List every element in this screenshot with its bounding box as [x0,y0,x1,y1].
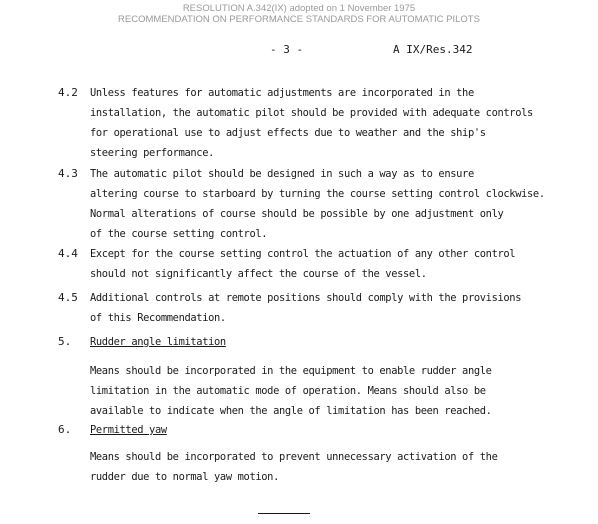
paragraph-text [90,83,533,163]
text-line: for operational use to adjust effects due to weather and the ship's [90,127,486,139]
text-line: Unless features for automatic adjustments are incorporated in the [90,87,474,99]
section-heading: Permitted yaw [90,424,167,436]
paragraph-number: 4.5 [58,291,78,304]
section-number: 6. [58,423,72,436]
text-line: Except for the course setting control the actuation of any other control [90,248,516,260]
paragraph-number: 4.3 [58,167,78,180]
resolution-header: RESOLUTION A.342(IX) adopted on 1 November 1975 [182,3,416,14]
text-line: Additional controls at remote positions should comply with the provisions [90,292,522,304]
text-line: of the course setting control. [90,228,268,240]
text-line: available to indicate when the angle of limitation has been reached. [90,405,492,417]
paragraph-text [90,288,521,328]
text-line: Means should be incorporated to prevent unnecessary activation of the [90,451,498,463]
text-line: The automatic pilot should be designed in such a way as to ensure [90,168,474,180]
page-number: - 3 - [270,43,304,56]
paragraph-text [90,244,515,284]
spacer [90,352,492,361]
section-body [90,420,498,487]
end-rule [258,513,310,514]
text-line: installation, the automatic pilot should be provided with adequate controls [90,107,533,119]
document-reference: A IX/Res.342 [393,43,473,56]
spacer [90,440,498,447]
text-line: Normal alterations of course should be possible by one adjustment only [90,208,504,220]
section-body [90,332,492,421]
text-line: altering course to starboard by turning the course setting control clockwise. [90,188,545,200]
text-line: of this Recommendation. [90,312,226,324]
paragraph-number: 4.2 [58,86,78,99]
recommendation-title: RECOMMENDATION ON PERFORMANCE STANDARDS FOR AUTOMATIC PILOTS [118,14,480,25]
text-line: limitation in the automatic mode of operation. Means should also be [90,385,486,397]
paragraph-number: 4.4 [58,247,78,260]
text-line: rudder due to normal yaw motion. [90,471,279,483]
section-number: 5. [58,335,72,348]
text-line: should not significantly affect the course of the vessel. [90,268,427,280]
text-line: steering performance. [90,147,215,159]
paragraph-text [90,164,545,244]
text-line: Means should be incorporated in the equipment to enable rudder angle [90,365,492,377]
section-heading: Rudder angle limitation [90,336,226,348]
